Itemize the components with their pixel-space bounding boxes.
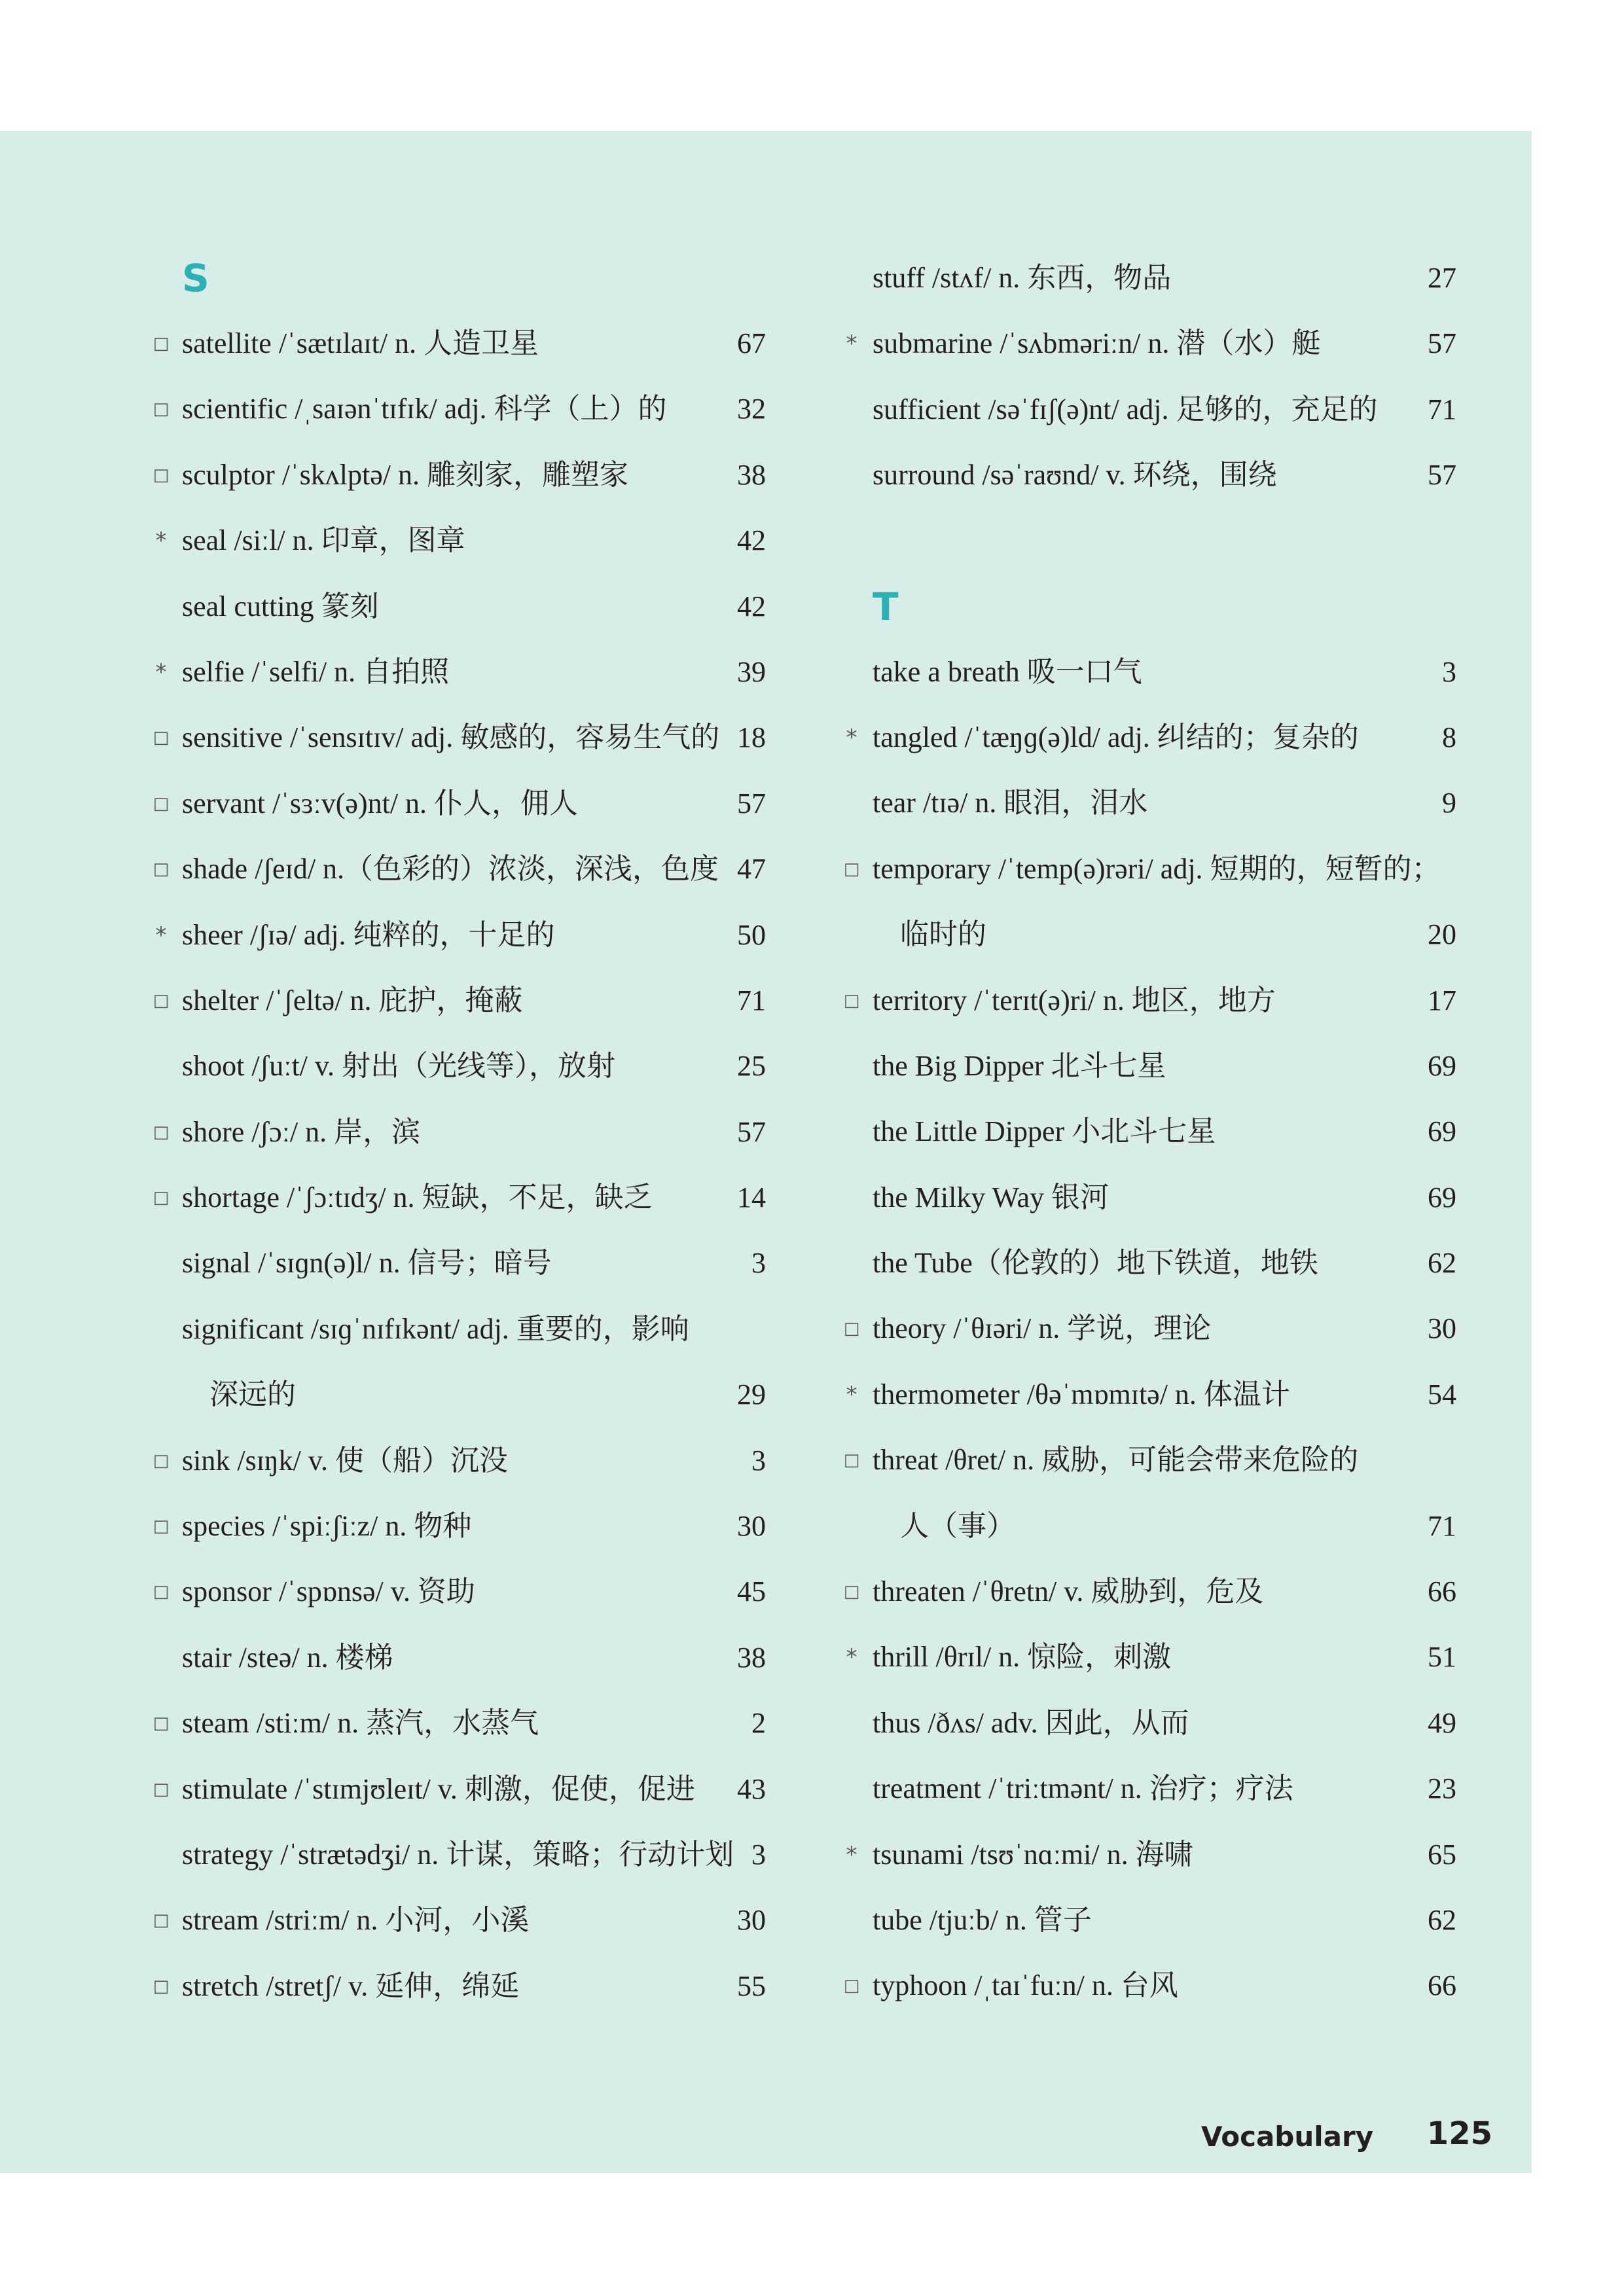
vocab-entry <box>854 1756 1456 1821</box>
vocab-entry <box>854 1165 1456 1230</box>
entry-page-number: 49 <box>1428 1706 1456 1739</box>
entry-text: signal /ˈsɪɡn(ə)l/ n. 信号；暗号 <box>182 1247 552 1280</box>
vocab-entry <box>854 639 1456 705</box>
entry-page-number: 55 <box>737 1969 766 2002</box>
entry-page-number: 3 <box>1442 655 1456 688</box>
vocab-entry <box>164 574 766 639</box>
entry-page-number: 65 <box>1428 1838 1456 1871</box>
vocab-entry <box>854 1099 1456 1164</box>
entry-text: significant /sɪɡˈnɪfɪkənt/ adj. 重要的，影响 <box>182 1312 689 1345</box>
entry-text: 临时的 <box>900 918 986 951</box>
entry-text: stimulate /ˈstɪmjʊleɪt/ v. 刺激，促使，促进 <box>182 1772 695 1805</box>
entry-text: sufficient /səˈfɪʃ(ə)nt/ adj. 足够的，充足的 <box>873 393 1378 425</box>
box-marker-icon: □ <box>153 465 170 485</box>
star-marker-icon: * <box>846 724 857 751</box>
vocab-entry <box>843 1296 1456 1361</box>
entry-page-number: 25 <box>737 1050 766 1083</box>
entry-text: species /ˈspiːʃiːz/ n. 物种 <box>182 1510 472 1543</box>
vocabulary-panel <box>0 131 1532 2173</box>
vocab-entry <box>854 1033 1456 1099</box>
entry-page-number: 47 <box>737 853 766 886</box>
vocab-entry <box>854 245 1456 311</box>
box-marker-icon: □ <box>153 399 170 420</box>
entry-page-number: 17 <box>1428 984 1456 1016</box>
vocab-entry <box>153 1954 766 2019</box>
vocab-entry <box>854 1691 1456 1756</box>
vocab-entry <box>843 1559 1456 1624</box>
box-marker-icon: □ <box>153 1582 170 1602</box>
entry-text: sheer /ʃɪə/ adj. 纯粹的，十足的 <box>182 918 555 951</box>
section-heading-t: T <box>873 584 899 629</box>
vocab-entry <box>155 639 766 705</box>
box-marker-icon: □ <box>153 728 170 748</box>
entry-page-number: 62 <box>1428 1903 1456 1936</box>
box-marker-icon: □ <box>843 1582 860 1602</box>
entry-page-number: 66 <box>1428 1969 1456 2002</box>
footer-page-number: 125 <box>1426 2115 1492 2152</box>
entry-text: seal cutting 篆刻 <box>182 590 379 622</box>
entry-text: shortage /ˈʃɔːtɪdʒ/ n. 短缺，不足，缺乏 <box>182 1181 653 1214</box>
left-column <box>153 131 766 2019</box>
vocab-entry <box>846 1362 1456 1427</box>
box-marker-icon: □ <box>843 1976 860 1996</box>
entry-page-number: 67 <box>737 327 766 359</box>
vocab-entry <box>153 442 766 508</box>
entry-text: shoot /ʃuːt/ v. 射出（光线等），放射 <box>182 1050 616 1083</box>
entry-page-number: 43 <box>737 1772 766 1805</box>
vocab-entry <box>153 1100 766 1165</box>
entry-page-number: 57 <box>1428 327 1456 360</box>
entry-page-number: 42 <box>737 590 766 622</box>
entry-list-s-continued <box>846 245 1456 509</box>
box-marker-icon: □ <box>153 859 170 880</box>
entry-text: 深远的 <box>209 1378 296 1411</box>
entry-text: sculptor /ˈskʌlptə/ n. 雕刻家，雕塑家 <box>182 458 628 491</box>
vocab-entry <box>843 968 1456 1033</box>
entry-text: steam /stiːm/ n. 蒸汽，水蒸气 <box>182 1707 539 1740</box>
entry-page-number: 23 <box>1428 1772 1456 1805</box>
entry-page-number: 30 <box>737 1904 766 1937</box>
vocab-entry <box>153 1428 766 1494</box>
box-marker-icon: □ <box>153 1122 170 1142</box>
entry-text: threat /θret/ n. 威胁，可能会带来危险的 <box>873 1444 1359 1477</box>
entry-text: shelter /ˈʃeltə/ n. 庇护，掩蔽 <box>182 984 523 1016</box>
entry-page-number: 30 <box>1428 1312 1456 1345</box>
vocab-entry <box>854 1230 1456 1296</box>
right-column <box>843 131 1456 2019</box>
vocab-entry <box>843 836 1456 902</box>
entry-text: submarine /ˈsʌbməriːn/ n. 潜（水）艇 <box>873 327 1321 360</box>
vocab-entry <box>153 1559 766 1624</box>
vocab-entry <box>854 1888 1456 1953</box>
vocab-entry <box>846 1822 1456 1888</box>
vocab-entry <box>153 1691 766 1756</box>
vocab-entry <box>846 311 1456 376</box>
entry-page-number: 42 <box>737 524 766 557</box>
entry-page-number: 51 <box>1428 1641 1456 1674</box>
vocab-entry <box>846 1624 1456 1690</box>
vocab-entry <box>164 1822 766 1888</box>
entry-page-number: 38 <box>737 1641 766 1674</box>
entry-text: tsunami /tsʊˈnɑːmi/ n. 海啸 <box>873 1838 1193 1871</box>
vocab-entry <box>843 1953 1456 2018</box>
vocab-entry <box>153 968 766 1033</box>
entry-text: thermometer /θəˈmɒmɪtə/ n. 体温计 <box>873 1378 1290 1410</box>
entry-text: strategy /ˈstrætədʒi/ n. 计谋，策略；行动计划 <box>182 1838 734 1871</box>
entry-text: stuff /stʌf/ n. 东西，物品 <box>873 262 1172 294</box>
entry-list-t <box>843 639 1456 2019</box>
vocab-entry <box>164 1230 766 1296</box>
vocab-entry <box>843 1427 1456 1493</box>
entry-page-number: 18 <box>737 721 766 754</box>
entry-list-s <box>153 311 766 2019</box>
vocab-entry <box>153 836 766 902</box>
entry-text: shore /ʃɔː/ n. 岸，滨 <box>182 1115 421 1148</box>
entry-text: the Tube（伦敦的）地下铁道，地铁 <box>873 1247 1318 1280</box>
entry-text: stair /steə/ n. 楼梯 <box>182 1641 393 1674</box>
vocab-entry <box>153 311 766 376</box>
vocab-entry <box>153 705 766 770</box>
box-marker-icon: □ <box>153 1188 170 1208</box>
entry-text: seal /siːl/ n. 印章，图章 <box>182 524 465 557</box>
entry-text: tear /tɪə/ n. 眼泪，泪水 <box>873 787 1148 819</box>
box-marker-icon: □ <box>153 1779 170 1799</box>
box-marker-icon: □ <box>153 990 170 1011</box>
entry-text: sensitive /ˈsensɪtɪv/ adj. 敏感的，容易生气的 <box>182 721 720 754</box>
entry-page-number: 8 <box>1442 721 1456 753</box>
vocab-entry <box>164 1297 766 1362</box>
box-marker-icon: □ <box>843 1319 860 1339</box>
vocab-entry <box>153 1165 766 1230</box>
box-marker-icon: □ <box>153 1713 170 1734</box>
entry-page-number: 57 <box>737 787 766 819</box>
entry-page-number: 2 <box>751 1707 766 1740</box>
entry-text: selfie /ˈselfi/ n. 自拍照 <box>182 655 450 688</box>
entry-page-number: 71 <box>1428 393 1456 425</box>
box-marker-icon: □ <box>153 1516 170 1537</box>
entry-page-number: 57 <box>737 1115 766 1148</box>
box-marker-icon: □ <box>153 334 170 353</box>
entry-page-number: 3 <box>751 1444 766 1477</box>
entry-text: tube /tjuːb/ n. 管子 <box>873 1903 1092 1936</box>
vocab-entry <box>164 1033 766 1099</box>
entry-text: shade /ʃeɪd/ n.（色彩的）浓淡，深浅，色度 <box>182 853 719 886</box>
entry-page-number: 69 <box>1428 1049 1456 1082</box>
entry-text: the Little Dipper 小北斗七星 <box>873 1115 1216 1148</box>
entry-page-number: 54 <box>1428 1378 1456 1410</box>
entry-text: territory /ˈterɪt(ə)ri/ n. 地区，地方 <box>873 984 1276 1016</box>
entry-text: typhoon /ˌtaɪˈfuːn/ n. 台风 <box>873 1969 1178 2002</box>
box-marker-icon: □ <box>153 1976 170 1996</box>
entry-text: stream /striːm/ n. 小河，小溪 <box>182 1904 530 1937</box>
vocab-entry <box>854 377 1456 442</box>
entry-page-number: 9 <box>1442 787 1456 819</box>
entry-page-number: 32 <box>737 393 766 425</box>
vocab-entry <box>155 508 766 573</box>
vocab-entry <box>854 1494 1456 1559</box>
entry-page-number: 69 <box>1428 1115 1456 1148</box>
entry-page-number: 62 <box>1428 1247 1456 1280</box>
entry-page-number: 39 <box>737 655 766 688</box>
entry-text: sink /sɪŋk/ v. 使（船）沉没 <box>182 1444 509 1477</box>
entry-page-number: 38 <box>737 458 766 491</box>
entry-text: 人（事） <box>900 1509 1015 1542</box>
entry-page-number: 3 <box>751 1247 766 1280</box>
entry-text: tangled /ˈtæŋɡ(ə)ld/ adj. 纠结的；复杂的 <box>873 721 1359 753</box>
entry-text: servant /ˈsɜːv(ə)nt/ n. 仆人，佣人 <box>182 787 579 819</box>
vocab-entry <box>153 376 766 442</box>
vocab-entry <box>153 771 766 836</box>
vocab-entry <box>153 1888 766 1953</box>
vocab-entry <box>854 442 1456 508</box>
box-marker-icon: □ <box>153 1450 170 1471</box>
vocab-entry <box>846 705 1456 770</box>
star-marker-icon: * <box>846 1644 857 1671</box>
entry-text: the Milky Way 银河 <box>873 1181 1110 1213</box>
entry-page-number: 29 <box>737 1378 766 1411</box>
entry-page-number: 30 <box>737 1510 766 1543</box>
entry-text: surround /səˈraʊnd/ v. 环绕，围绕 <box>873 459 1277 492</box>
entry-text: treatment /ˈtriːtmənt/ n. 治疗；疗法 <box>873 1772 1293 1805</box>
star-marker-icon: * <box>846 1381 857 1408</box>
box-marker-icon: □ <box>843 1450 860 1471</box>
box-marker-icon: □ <box>843 990 860 1011</box>
box-marker-icon: □ <box>153 793 170 814</box>
star-marker-icon: * <box>846 1841 857 1868</box>
entry-text: take a breath 吸一口气 <box>873 655 1142 688</box>
vocab-entry <box>854 902 1456 967</box>
star-marker-icon: * <box>155 922 167 948</box>
entry-text: sponsor /ˈspɒnsə/ v. 资助 <box>182 1575 475 1608</box>
vocab-entry <box>153 1494 766 1559</box>
entry-page-number: 45 <box>737 1575 766 1608</box>
vocab-entry <box>164 1362 766 1427</box>
entry-text: the Big Dipper 北斗七星 <box>873 1049 1166 1082</box>
box-marker-icon: □ <box>153 1910 170 1931</box>
entry-page-number: 3 <box>751 1838 766 1871</box>
entry-text: satellite /ˈsætɪlaɪt/ n. 人造卫星 <box>182 327 539 359</box>
vocab-entry <box>155 903 766 968</box>
star-marker-icon: * <box>846 331 857 357</box>
entry-page-number: 14 <box>737 1181 766 1214</box>
entry-page-number: 71 <box>737 984 766 1016</box>
entry-page-number: 66 <box>1428 1575 1456 1608</box>
entry-text: thus /ðʌs/ adv. 因此，从而 <box>873 1706 1189 1739</box>
star-marker-icon: * <box>155 528 167 554</box>
entry-page-number: 57 <box>1428 459 1456 492</box>
entry-text: thrill /θrɪl/ n. 惊险，刺激 <box>873 1641 1172 1674</box>
vocab-entry <box>854 770 1456 836</box>
section-heading-s: S <box>182 256 209 300</box>
footer-title: Vocabulary <box>1201 2121 1374 2153</box>
entry-text: stretch /stretʃ/ v. 延伸，绵延 <box>182 1969 520 2002</box>
entry-page-number: 50 <box>737 918 766 951</box>
vocab-entry <box>153 1757 766 1822</box>
entry-text: theory /ˈθɪəri/ n. 学说，理论 <box>873 1312 1212 1345</box>
star-marker-icon: * <box>155 658 167 685</box>
entry-page-number: 20 <box>1428 918 1456 951</box>
vocab-entry <box>164 1625 766 1691</box>
entry-text: threaten /ˈθretn/ v. 威胁到，危及 <box>873 1575 1264 1608</box>
entry-text: scientific /ˌsaɪənˈtɪfɪk/ adj. 科学（上）的 <box>182 393 667 425</box>
entry-text: temporary /ˈtemp(ə)rəri/ adj. 短期的，短暂的； <box>873 852 1441 885</box>
entry-page-number: 71 <box>1428 1509 1456 1542</box>
entry-page-number: 27 <box>1428 262 1456 294</box>
box-marker-icon: □ <box>843 859 860 879</box>
entry-page-number: 69 <box>1428 1181 1456 1213</box>
